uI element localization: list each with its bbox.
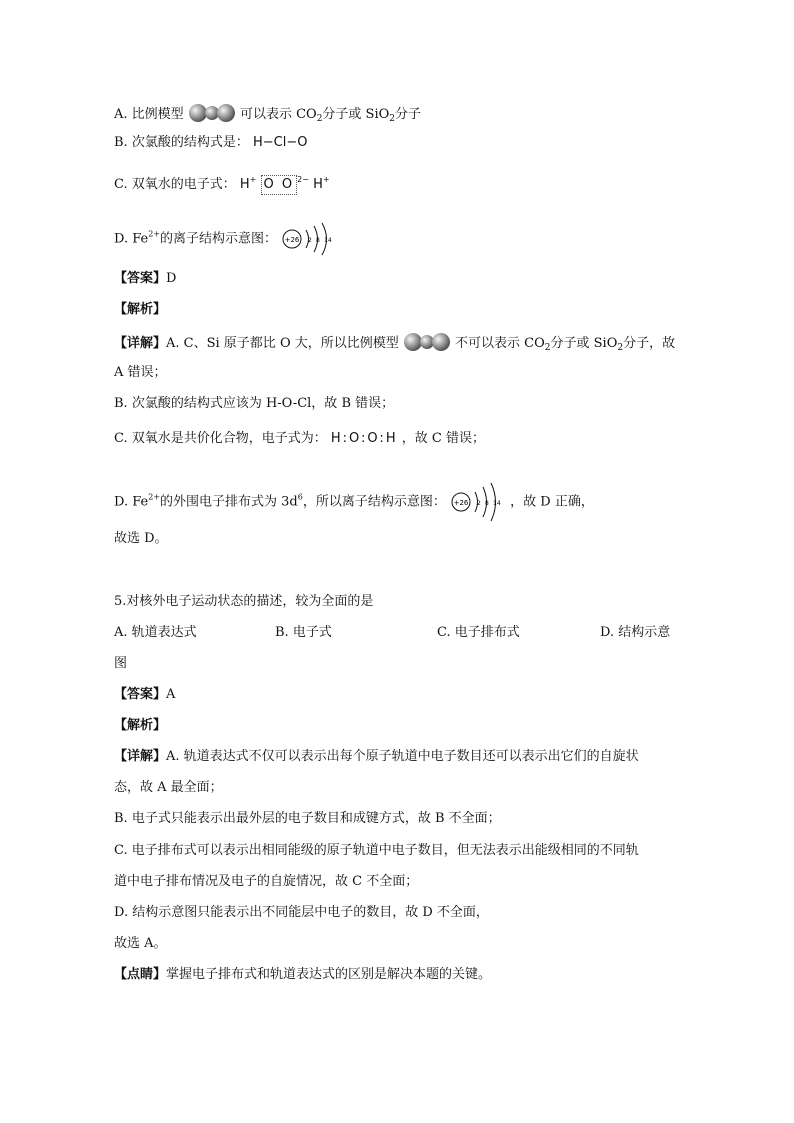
q5-stem: 5.对核外电子运动状态的描述，较为全面的是	[114, 594, 374, 609]
q4-conclusion: 故选 D。	[114, 531, 168, 546]
q4-option-a: A. 比例模型 可以表示 $CO_2$分子或 SiO$_2$分子	[114, 103, 421, 128]
q5-option-c: C. 电子排布式	[437, 625, 520, 640]
q5-option-a: A. 轨道表达式	[114, 625, 197, 640]
q4-detail-a2: A 错误；	[114, 365, 167, 380]
q5-tip: 【点睛】掌握电子排布式和轨道表达式的区别是解决本题的关键。	[114, 967, 492, 982]
svg-text:2: 2	[477, 500, 481, 507]
q5-analysis-label: 【解析】	[114, 718, 167, 733]
q5-option-d: D. 结构示意	[600, 625, 671, 640]
q4-option-b: B. 次氯酸的结构式是： H−Cl−O	[114, 135, 308, 150]
svg-text:8: 8	[485, 500, 489, 507]
q5-answer: 【答案】A	[114, 687, 176, 702]
svg-text:8: 8	[316, 237, 321, 244]
q4-answer: 【答案】D	[114, 271, 177, 286]
svg-text:14: 14	[324, 237, 332, 244]
q4-option-d: D. $Fe^{2+}$的离子结构示意图： +26 2 8 14	[114, 222, 337, 256]
q5-detail-b: B. 电子式只能表示出最外层的电子数目和成键方式，故 B 不全面；	[114, 811, 501, 826]
q5-detail-c2: 道中电子排布情况及电子的自旋情况，故 C 不全面；	[114, 874, 419, 889]
q5-conclusion: 故选 A。	[114, 936, 167, 951]
fe-ion-structure-icon	[450, 482, 506, 522]
q4-detail-b: B. 次氯酸的结构式应该为 H-O-Cl，故 B 错误；	[114, 396, 395, 411]
ball-model-icon	[404, 332, 450, 352]
q4-detail-c: C. 双氧水是共价化合物，电子式为： H:O:O:H ，故 C 错误；	[114, 431, 485, 446]
q4-option-c: C. 双氧水的电子式： H+ O O $^{2-}$ H+	[114, 171, 330, 195]
q4-analysis-label: 【解析】	[114, 302, 167, 317]
ball-model-icon	[189, 103, 235, 123]
fe-ion-structure-icon	[281, 222, 337, 256]
q4-detail-a1: 【详解】A. C、Si 原子都比 O 大，所以比例模型 不可以表示 $CO_2$分子或 SiO$_2$分子，故	[114, 332, 675, 357]
peroxide-electron-box: O O	[261, 175, 298, 195]
svg-text:14: 14	[493, 500, 501, 507]
q5-option-b: B. 电子式	[275, 625, 332, 640]
q5-detail-d: D. 结构示意图只能表示出不同能层中电子的数目，故 D 不全面，	[114, 905, 489, 920]
q5-options	[114, 624, 684, 642]
q5-option-wrap: 图	[114, 656, 128, 671]
svg-text:2: 2	[308, 237, 313, 244]
q5-detail-c1: C. 电子排布式可以表示出相同能级的原子轨道中电子数目，但无法表示出能级相同的不同轨	[114, 843, 639, 858]
q5-detail-a1: 【详解】A. 轨道表达式不仅可以表示出每个原子轨道中电子数目还可以表示出它们的自旋状	[114, 749, 639, 764]
svg-text:+26: +26	[453, 499, 469, 507]
svg-text:+26: +26	[284, 236, 300, 244]
q5-detail-a2: 态，故 A 最全面；	[114, 780, 223, 795]
q4-detail-d: D. $Fe^{2+}$的外围电子排布式为 $3d^6$，所以离子结构示意图： +26 2 8 14 ，故 D 正确，	[114, 482, 594, 522]
